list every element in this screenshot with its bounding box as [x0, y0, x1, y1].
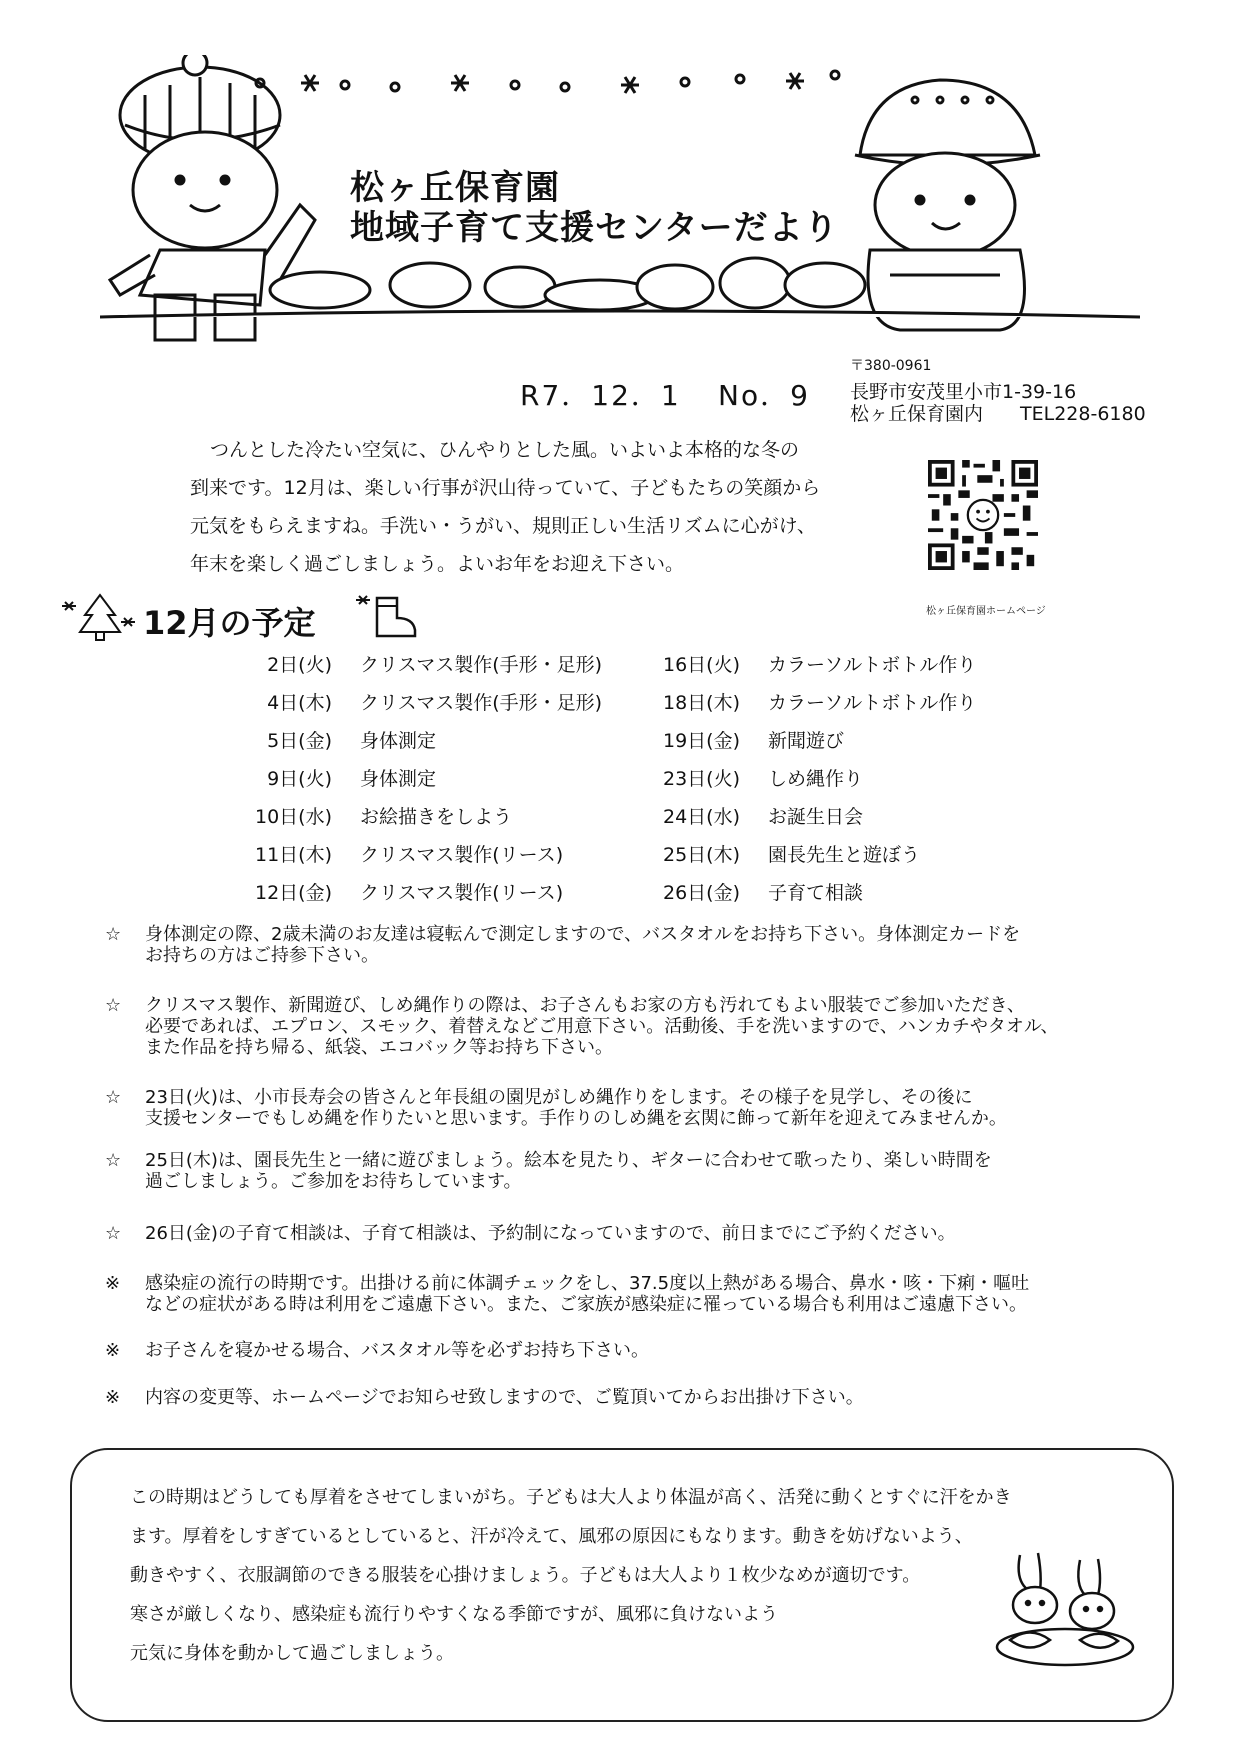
schedule-event: 子育て相談	[768, 882, 864, 904]
schedule-event: カラーソルトボトル作り	[768, 692, 977, 714]
notice-item	[105, 995, 1125, 1058]
star-icon: ☆	[105, 1150, 122, 1171]
qr-caption: 松ヶ丘保育園ホームページ	[926, 606, 1046, 617]
schedule-row	[222, 650, 602, 680]
notice-item	[105, 1387, 1125, 1408]
christmas-tree-icon	[60, 590, 140, 650]
tips-line: ます。厚着をしすぎているとしていると、汗が冷えて、風邪の原因にもなります。動きを妨げないよう、	[130, 1526, 973, 1547]
schedule-row	[222, 726, 436, 756]
issue-number: No．9	[718, 379, 810, 412]
notice-line: 23日(火)は、小市長寿会の皆さんと年長組の園児がしめ縄作りをします。その様子を見学し、その後に	[145, 1087, 973, 1108]
notice-line: また作品を持ち帰る、紙袋、エコバック等お持ち下さい。	[145, 1037, 613, 1058]
notice-item	[105, 924, 1125, 966]
star-icon: ☆	[105, 1223, 122, 1244]
tips-line: この時期はどうしても厚着をさせてしまいがち。子どもは大人より体温が高く、活発に動くとすぐに汗をかき	[130, 1487, 1012, 1508]
schedule-event: クリスマス製作(リース)	[360, 882, 564, 904]
rabbits-illustration	[990, 1545, 1140, 1670]
schedule-date: 23日(火)	[662, 768, 740, 790]
schedule-row	[630, 764, 863, 794]
schedule-row	[222, 688, 602, 718]
notice-item	[105, 1223, 1125, 1244]
notice-item	[105, 1150, 1125, 1192]
schedule-row	[222, 878, 563, 908]
schedule-date: 12日(金)	[254, 882, 332, 904]
notice-line: お子さんを寝かせる場合、バスタオル等を必ずお持ち下さい。	[145, 1340, 649, 1361]
schedule-row	[630, 878, 863, 908]
intro-line: 元気をもらえますね。手洗い・うがい、規則正しい生活リズムに心がけ、	[190, 515, 816, 537]
schedule-event: 新聞遊び	[768, 730, 845, 752]
notice-line: 25日(木)は、園長先生と一緒に遊びましょう。絵本を見たり、ギターに合わせて歌ったり、楽しい時間を	[145, 1150, 992, 1171]
notice-line: 身体測定の際、2歳未満のお友達は寝転んで測定しますので、バスタオルをお持ち下さい。身体測定カードを	[145, 924, 1021, 945]
notice-line: 支援センターでもしめ縄を作りたいと思います。手作りのしめ縄を玄関に飾って新年を迎えてみませんか。	[145, 1108, 1007, 1129]
schedule-date: 25日(木)	[662, 844, 740, 866]
schedule-date: 4日(木)	[267, 692, 332, 714]
reference-mark-icon: ※	[105, 1273, 121, 1294]
notice-line: 感染症の流行の時期です。出掛ける前に体調チェックをし、37.5度以上熱がある場合、鼻水・咳・下痢・嘔吐	[145, 1273, 1030, 1294]
street-address: 長野市安茂里小市1-39-16	[850, 381, 1077, 403]
address-office: 松ヶ丘保育園内	[850, 403, 984, 425]
smiley-icon	[968, 500, 998, 530]
schedule-date: 24日(水)	[662, 806, 740, 828]
schedule-row	[630, 650, 976, 680]
postal-code: 〒380-0961	[850, 358, 932, 374]
schedule-date: 26日(金)	[662, 882, 740, 904]
notice-line: などの症状がある時は利用をご遠慮下さい。また、ご家族が感染症に罹っている場合も利用はご遠慮下さい。	[145, 1294, 1027, 1315]
notice-item	[105, 1340, 1125, 1361]
notice-item	[105, 1273, 1125, 1315]
schedule-date: 19日(金)	[662, 730, 740, 752]
star-icon: ☆	[105, 995, 122, 1016]
schedule-event: 園長先生と遊ぼう	[768, 844, 921, 866]
schedule-event: しめ縄作り	[768, 768, 864, 790]
intro-line: つんとした冷たい空気に、ひんやりとした風。いよいよ本格的な冬の	[210, 439, 800, 461]
schedule-event: クリスマス製作(手形・足形)	[360, 654, 603, 676]
boot-icon	[355, 590, 420, 640]
schedule-date: 2日(火)	[267, 654, 332, 676]
tips-line: 元気に身体を動かして過ごしましょう。	[130, 1643, 454, 1664]
schedule-event: お絵描きをしよう	[360, 806, 513, 828]
notice-line: お持ちの方はご持参下さい。	[145, 945, 379, 966]
schedule-row	[630, 726, 844, 756]
snow-decoration	[256, 71, 839, 93]
schedule-date: 11日(木)	[254, 844, 332, 866]
health-tips-text	[130, 1478, 1012, 1673]
notice-item	[105, 1087, 1125, 1129]
schedule-event: 身体測定	[360, 730, 437, 752]
schedule-event: 身体測定	[360, 768, 437, 790]
phone-number: TEL228-6180	[1020, 403, 1146, 425]
schedule-row	[630, 840, 920, 870]
newsletter-title-line2: 地域子育て支援センターだより	[350, 208, 839, 248]
schedule-event: クリスマス製作(リース)	[360, 844, 564, 866]
notice-line: クリスマス製作、新聞遊び、しめ縄作りの際は、お子さんもお家の方も汚れてもよい服装でご参加いただき、	[145, 995, 1025, 1016]
tips-line: 動きやすく、衣服調節のできる服装を心掛けましょう。子どもは大人より１枚少なめが適切です。	[130, 1565, 921, 1586]
tips-line: 寒さが厳しくなり、感染症も流行りやすくなる季節ですが、風邪に負けないよう	[130, 1604, 778, 1625]
notice-line: 必要であれば、エプロン、スモック、着替えなどご用意下さい。活動後、手を洗いますので、ハンカチやタオル、	[145, 1016, 1059, 1037]
schedule-date: 10日(水)	[254, 806, 332, 828]
intro-paragraph	[190, 431, 820, 583]
reference-mark-icon: ※	[105, 1387, 121, 1408]
schedule-date: 5日(金)	[267, 730, 332, 752]
notice-line: 内容の変更等、ホームページでお知らせ致しますので、ご覧頂いてからお出掛け下さい。	[145, 1387, 864, 1408]
qr-code[interactable]	[928, 460, 1038, 570]
issue-date: R7．12．1	[520, 379, 681, 412]
reference-mark-icon: ※	[105, 1340, 121, 1361]
schedule-event: クリスマス製作(手形・足形)	[360, 692, 603, 714]
newsletter-title-line1: 松ヶ丘保育園	[350, 168, 560, 208]
schedule-event: カラーソルトボトル作り	[768, 654, 977, 676]
schedule-row	[222, 764, 436, 794]
schedule-row	[222, 802, 512, 832]
girl-illustration	[855, 80, 1040, 330]
notice-line: 過ごしましょう。ご参加をお待ちしています。	[145, 1171, 522, 1192]
schedule-event: お誕生日会	[768, 806, 864, 828]
schedule-date: 18日(木)	[662, 692, 740, 714]
schedule-row	[630, 688, 976, 718]
intro-line: 年末を楽しく過ごしましょう。よいお年をお迎え下さい。	[190, 553, 685, 575]
schedule-row	[630, 802, 863, 832]
notice-line: 26日(金)の子育て相談は、子育て相談は、予約制になっていますので、前日までにご予約ください。	[145, 1223, 956, 1244]
schedule-date: 9日(火)	[267, 768, 332, 790]
schedule-row	[222, 840, 563, 870]
schedule-date: 16日(火)	[662, 654, 740, 676]
intro-line: 到来です。12月は、楽しい行事が沢山待っていて、子どもたちの笑顔から	[190, 477, 821, 499]
star-icon: ☆	[105, 924, 122, 945]
star-icon: ☆	[105, 1087, 122, 1108]
schedule-title: 12月の予定	[143, 604, 316, 642]
